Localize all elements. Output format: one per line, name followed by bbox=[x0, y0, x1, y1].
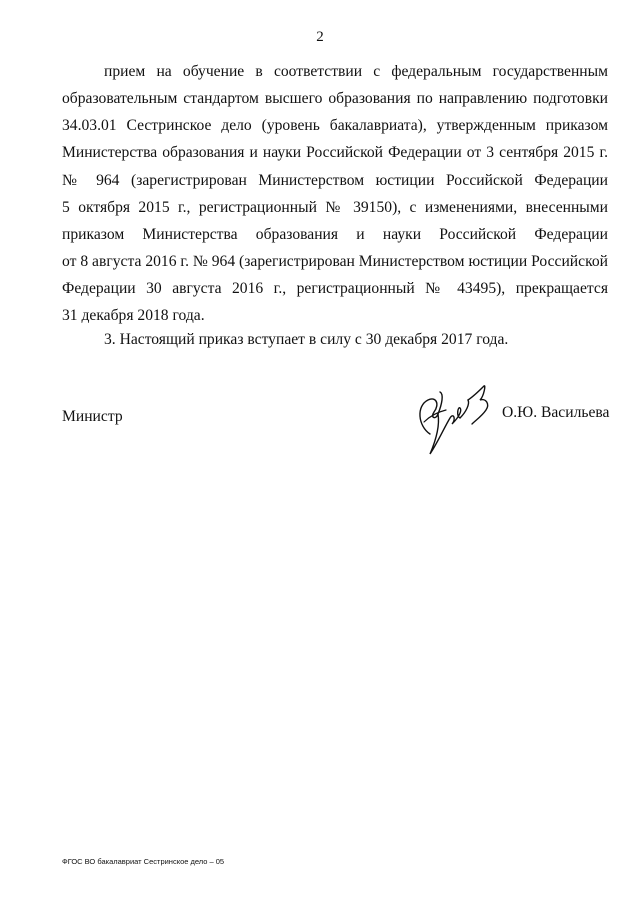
page-number: 2 bbox=[316, 29, 324, 45]
body-line-2: образовательным стандартом высшего образования по направлению подготовки bbox=[62, 90, 608, 107]
clause-3: 3. Настоящий приказ вступает в силу с 30 декабря 2017 года. bbox=[104, 331, 509, 348]
body-line-7: приказом Министерства образования и науки Российской Федерации bbox=[62, 226, 608, 243]
handwritten-signature bbox=[400, 376, 504, 460]
body-line-3: 34.03.01 Сестринское дело (уровень бакалавриата), утвержденным приказом bbox=[62, 117, 608, 134]
body-line-10: 31 декабря 2018 года. bbox=[62, 307, 205, 324]
signature-name: О.Ю. Васильева bbox=[502, 404, 610, 421]
body-line-6: 5 октября 2015 г., регистрационный № 39150), с изменениями, внесенными bbox=[62, 199, 608, 216]
footer-doc-code: ФГОС ВО бакалавриат Сестринское дело – 05 bbox=[62, 857, 225, 866]
body-line-5: № 964 (зарегистрирован Министерством юстиции Российской Федерации bbox=[62, 172, 608, 189]
body-line-4: Министерства образования и науки Российской Федерации от 3 сентября 2015 г. bbox=[62, 144, 608, 161]
body-line-9: Федерации 30 августа 2016 г., регистрационный № 43495), прекращается bbox=[62, 280, 608, 297]
body-line-1: прием на обучение в соответствии с федеральным государственным bbox=[104, 63, 608, 80]
signature-role: Министр bbox=[62, 408, 123, 425]
body-line-8: от 8 августа 2016 г. № 964 (зарегистрирован Министерством юстиции Российской bbox=[62, 253, 608, 270]
